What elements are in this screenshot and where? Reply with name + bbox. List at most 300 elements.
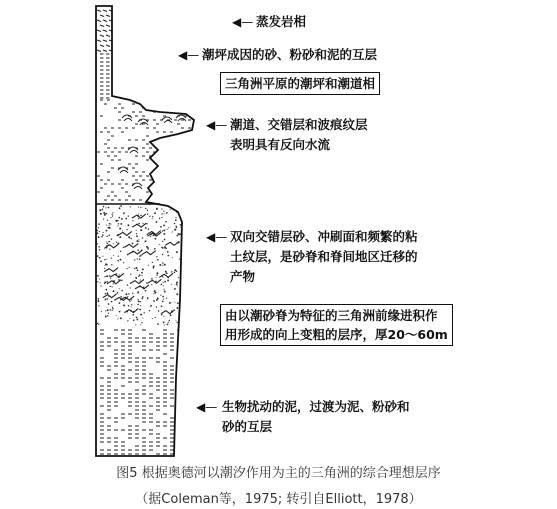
sand-grain (162, 254, 164, 256)
sand-grain (156, 277, 157, 278)
sand-grain (150, 236, 151, 237)
sand-grain (169, 302, 171, 304)
sand-grain (147, 214, 148, 215)
sand-grain (174, 272, 176, 274)
sand-grain (119, 236, 121, 238)
sand-grain (165, 271, 167, 273)
sand-grain (98, 298, 99, 299)
sand-grain (104, 259, 105, 260)
sand-grain (161, 208, 162, 209)
sand-grain (175, 219, 177, 221)
sand-grain (103, 219, 104, 220)
sand-grain (177, 302, 179, 304)
sand-grain (134, 259, 135, 260)
sand-grain (120, 251, 122, 253)
sand-grain (138, 299, 139, 300)
sand-grain (105, 293, 106, 294)
sand-grain (121, 205, 122, 206)
sand-grain (101, 286, 102, 287)
sand-grain (107, 309, 109, 311)
sand-grain (120, 223, 122, 225)
sand-grain (139, 309, 141, 311)
sand-grain (136, 317, 138, 319)
sand-grain (110, 223, 111, 224)
sand-grain (130, 274, 131, 275)
sand-grain (141, 272, 143, 274)
sand-grain (127, 320, 128, 321)
sand-grain (154, 290, 155, 291)
sand-grain (112, 214, 113, 215)
sand-grain (107, 315, 109, 317)
sand-grain (106, 292, 108, 294)
sand-grain (163, 224, 165, 226)
sand-grain (182, 207, 183, 208)
sand-grain (155, 238, 157, 240)
sand-grain (111, 286, 112, 287)
sand-grain (163, 285, 164, 286)
sand-grain (99, 257, 101, 259)
sand-grain (163, 316, 164, 317)
sand-grain (177, 235, 179, 237)
sand-grain (179, 259, 180, 260)
sand-grain (119, 302, 121, 304)
box-delta-front (220, 304, 453, 346)
sand-grain (163, 211, 164, 212)
sand-grain (112, 212, 113, 213)
sand-grain (181, 295, 183, 297)
sand-grain (123, 247, 124, 248)
sand-grain (164, 264, 166, 266)
sand-grain (167, 279, 169, 281)
sand-grain (152, 318, 153, 319)
sand-grain (106, 275, 108, 277)
sand-grain (98, 236, 100, 238)
sand-grain (164, 291, 166, 293)
sand-grain (130, 287, 131, 288)
sand-grain (119, 274, 120, 275)
label-bioturbated-2: 砂的互层 (222, 419, 273, 434)
sand-grain (141, 322, 142, 323)
sand-grain (140, 305, 141, 306)
sand-grain (136, 230, 137, 231)
sand-grain (106, 259, 107, 260)
sand-grain (152, 262, 153, 263)
label-evaporite: 蒸发岩相 (256, 14, 307, 29)
sand-grain (145, 208, 146, 209)
sand-grain (99, 279, 100, 280)
sand-grain (163, 299, 164, 300)
sand-grain (116, 242, 117, 243)
sand-grain (117, 292, 119, 294)
sand-grain (156, 306, 158, 308)
sand-grain (119, 228, 121, 230)
sand-grain (99, 246, 100, 247)
sand-grain (138, 276, 139, 277)
sand-grain (138, 207, 139, 208)
sand-grain (112, 215, 113, 216)
sand-grain (182, 318, 184, 320)
sand-grain (159, 264, 161, 266)
sand-grain (119, 288, 120, 289)
sand-grain (161, 247, 163, 249)
sand-grain (152, 216, 153, 217)
sand-grain (140, 314, 142, 316)
sand-grain (163, 229, 165, 231)
sand-grain (100, 282, 101, 283)
sand-grain (146, 223, 148, 225)
sand-grain (127, 224, 129, 226)
sand-grain (131, 304, 132, 305)
sand-grain (138, 223, 140, 225)
sand-grain (135, 277, 137, 279)
sand-grain (177, 233, 179, 235)
sand-grain (151, 284, 152, 285)
sand-grain (156, 208, 157, 209)
sand-grain (97, 275, 99, 277)
sand-grain (171, 284, 172, 285)
sand-grain (140, 207, 141, 208)
sand-grain (128, 293, 129, 294)
sand-grain (126, 293, 128, 295)
sand-grain (136, 267, 138, 269)
sand-grain (167, 229, 168, 230)
sand-grain (113, 283, 114, 284)
sand-grain (161, 213, 162, 214)
sand-grain (153, 266, 155, 268)
sand-grain (138, 213, 139, 214)
sand-grain (148, 265, 149, 266)
sand-grain (163, 282, 164, 283)
sand-grain (121, 290, 123, 292)
label-sand-2: 土纹层，是砂脊和脊间地区迁移的 (230, 249, 418, 264)
box-delta-plain: 三角洲平原的潮坪和潮道相 (220, 72, 380, 95)
sand-grain (155, 290, 156, 291)
sand-grain (127, 254, 129, 256)
sand-grain (111, 257, 112, 258)
sand-grain (100, 260, 102, 262)
sand-grain (123, 212, 125, 214)
sand-grain (178, 277, 179, 278)
sand-grain (142, 296, 144, 298)
sand-grain (138, 301, 139, 302)
sand-grain (142, 268, 144, 270)
sand-grain (109, 227, 111, 229)
sand-grain (120, 296, 122, 298)
sand-grain (167, 251, 169, 253)
sand-grain (163, 233, 165, 235)
sand-grain (160, 226, 162, 228)
sand-grain (174, 269, 176, 271)
sand-grain (132, 314, 134, 316)
sand-grain (171, 271, 173, 273)
sand-grain (145, 240, 146, 241)
sand-grain (172, 257, 173, 258)
sand-grain (178, 206, 179, 207)
sand-grain (103, 206, 105, 208)
sand-grain (160, 294, 161, 295)
sand-grain (159, 244, 160, 245)
sand-grain (149, 216, 150, 217)
sand-grain (108, 303, 110, 305)
sand-grain (167, 255, 169, 257)
sand-grain (110, 217, 111, 218)
sand-grain (180, 224, 182, 226)
sand-grain (162, 265, 163, 266)
sand-grain (97, 281, 98, 282)
sand-grain (170, 302, 171, 303)
sand-grain (176, 284, 178, 286)
sand-grain (164, 281, 166, 283)
sand-grain (105, 310, 106, 311)
sand-grain (109, 249, 110, 250)
sand-grain (136, 233, 137, 234)
sand-grain (113, 290, 115, 292)
sand-grain (123, 262, 124, 263)
sand-grain (166, 272, 168, 274)
sand-grain (156, 274, 158, 276)
sand-grain (140, 255, 142, 257)
sand-grain (109, 275, 111, 277)
sand-grain (119, 217, 120, 218)
sand-grain (170, 209, 171, 210)
sand-grain (179, 233, 181, 235)
sand-grain (152, 235, 153, 236)
sand-grain (130, 206, 131, 207)
sand-grain (111, 310, 112, 311)
sand-grain (130, 238, 132, 240)
sand-grain (111, 238, 112, 239)
sand-grain (132, 220, 133, 221)
sand-grain (106, 230, 108, 232)
sand-grain (98, 305, 99, 306)
sand-grain (118, 223, 119, 224)
sand-grain (104, 268, 105, 269)
sand-grain (105, 299, 107, 301)
sand-grain (161, 305, 163, 307)
sand-grain (166, 297, 167, 298)
sand-grain (104, 214, 106, 216)
sand-grain (108, 241, 110, 243)
sand-grain (155, 317, 156, 318)
sand-grain (138, 239, 139, 240)
sand-grain (176, 320, 177, 321)
sand-grain (98, 223, 100, 225)
sand-grain (109, 234, 111, 236)
sand-grain (102, 234, 104, 236)
sand-grain (175, 217, 176, 218)
sand-grain (176, 270, 178, 272)
sand-grain (110, 286, 111, 287)
sand-grain (140, 215, 142, 217)
sand-grain (174, 288, 176, 290)
sand-grain (134, 268, 135, 269)
sand-grain (174, 223, 175, 224)
sand-grain (154, 248, 156, 250)
sand-grain (138, 241, 139, 242)
sand-grain (107, 220, 108, 221)
arrow-left-icon: ◀— (206, 118, 228, 132)
sand-grain (177, 322, 178, 323)
sand-grain (106, 264, 108, 266)
sand-grain (137, 269, 139, 271)
sand-grain (104, 276, 105, 277)
sand-grain (113, 255, 114, 256)
sand-grain (131, 306, 132, 307)
sand-grain (117, 318, 118, 319)
sand-grain (99, 209, 101, 211)
sand-grain (147, 210, 149, 212)
sand-grain (142, 237, 143, 238)
sand-grain (101, 311, 102, 312)
label-channel-2: 表明具有反向水流 (230, 137, 331, 152)
sand-grain (138, 218, 139, 219)
sand-grain (137, 304, 139, 306)
sand-grain (109, 223, 110, 224)
sand-grain (132, 293, 133, 294)
sand-grain (106, 241, 107, 242)
sand-grain (137, 319, 138, 320)
label-bioturbated-1: 生物扰动的泥，过渡为泥、粉砂和 (222, 399, 410, 414)
sand-grain (163, 322, 164, 323)
sand-grain (159, 218, 160, 219)
sand-grain (175, 229, 176, 230)
sand-grain (177, 285, 178, 286)
sand-grain (98, 324, 99, 325)
sand-grain (143, 312, 144, 313)
sand-grain (166, 221, 167, 222)
sand-grain (116, 220, 118, 222)
sand-grain (137, 291, 139, 293)
sand-grain (137, 258, 138, 259)
sand-grain (176, 293, 178, 295)
sand-grain (107, 243, 108, 244)
sand-grain (109, 309, 110, 310)
sand-grain (164, 324, 165, 325)
sand-grain (145, 227, 147, 229)
sand-grain (176, 307, 178, 309)
sand-grain (106, 224, 107, 225)
sand-grain (119, 207, 121, 209)
sand-grain (106, 281, 108, 283)
sand-grain (156, 221, 158, 223)
sand-grain (167, 324, 169, 326)
sand-grain (142, 318, 143, 319)
sand-grain (122, 230, 123, 231)
sand-grain (128, 236, 130, 238)
sand-grain (127, 284, 129, 286)
sand-grain (142, 223, 143, 224)
column-body (96, 6, 194, 456)
sand-grain (129, 301, 130, 302)
sand-grain (108, 225, 109, 226)
sand-grain (123, 304, 125, 306)
sand-grain (139, 258, 141, 260)
sand-grain (126, 268, 127, 269)
sand-grain (111, 301, 113, 303)
box-delta-front-line2: 用形成的向上变粗的层序，厚20～60m (225, 327, 448, 342)
label-tidal-flat: 潮坪成因的砂、粉砂和泥的互层 (202, 47, 378, 62)
sand-grain (162, 301, 164, 303)
sand-grain (117, 225, 118, 226)
sand-grain (169, 320, 170, 321)
sand-grain (103, 212, 105, 214)
sand-grain (161, 314, 163, 316)
label-sand-1: 双向交错层砂、冲刷面和频繁的粘 (230, 229, 418, 244)
sand-grain (99, 231, 100, 232)
sand-grain (121, 218, 123, 220)
sand-grain (105, 289, 107, 291)
sand-grain (176, 226, 178, 228)
sand-grain (133, 319, 135, 321)
sand-grain (121, 280, 123, 282)
sand-grain (140, 324, 141, 325)
sand-grain (108, 207, 110, 209)
sand-grain (164, 289, 165, 290)
arrow-left-icon: ◀— (178, 48, 200, 62)
sand-grain (170, 314, 172, 316)
sand-grain (150, 306, 151, 307)
sand-grain (136, 235, 138, 237)
sand-grain (162, 230, 163, 231)
sand-grain (101, 236, 103, 238)
sand-grain (145, 290, 147, 292)
sand-grain (137, 250, 139, 252)
sand-grain (172, 231, 173, 232)
sand-grain (120, 259, 122, 261)
sand-grain (102, 209, 104, 211)
sand-grain (154, 291, 155, 292)
sand-grain (120, 206, 121, 207)
sand-grain (117, 260, 119, 262)
sand-grain (161, 284, 163, 286)
sand-grain (148, 228, 150, 230)
sand-grain (110, 278, 111, 279)
sand-grain (162, 262, 164, 264)
sand-grain (176, 251, 178, 253)
label-sand-3: 产物 (230, 269, 256, 284)
sand-grain (158, 310, 160, 312)
sand-grain (166, 212, 168, 214)
sand-grain (157, 259, 159, 261)
sand-grain (146, 246, 148, 248)
sand-grain (141, 298, 143, 300)
sand-grain (156, 299, 158, 301)
sand-grain (104, 283, 105, 284)
sand-grain (104, 265, 105, 266)
sand-grain (107, 298, 109, 300)
sand-grain (140, 279, 141, 280)
figure-caption: 图5 根据奥德河以潮汐作用为主的三角洲的综合理想层序 (116, 466, 441, 481)
sand-grain (147, 248, 149, 250)
sand-grain (117, 220, 118, 221)
sand-grain (154, 212, 156, 214)
sand-grain (118, 256, 119, 257)
sand-grain (176, 282, 178, 284)
sand-grain (112, 308, 114, 310)
sand-grain (149, 310, 150, 311)
sand-grain (128, 305, 130, 307)
sand-grain (162, 241, 163, 242)
figure-source: （据Coleman等，1975; 转引自Elliott，1978） (135, 492, 422, 507)
sand-grain (174, 302, 175, 303)
sand-grain (129, 318, 130, 319)
sand-grain (156, 256, 157, 257)
sand-grain (182, 209, 184, 211)
sand-grain (164, 239, 166, 241)
sand-grain (119, 311, 121, 313)
sand-grain (102, 256, 103, 257)
sand-grain (105, 207, 106, 208)
